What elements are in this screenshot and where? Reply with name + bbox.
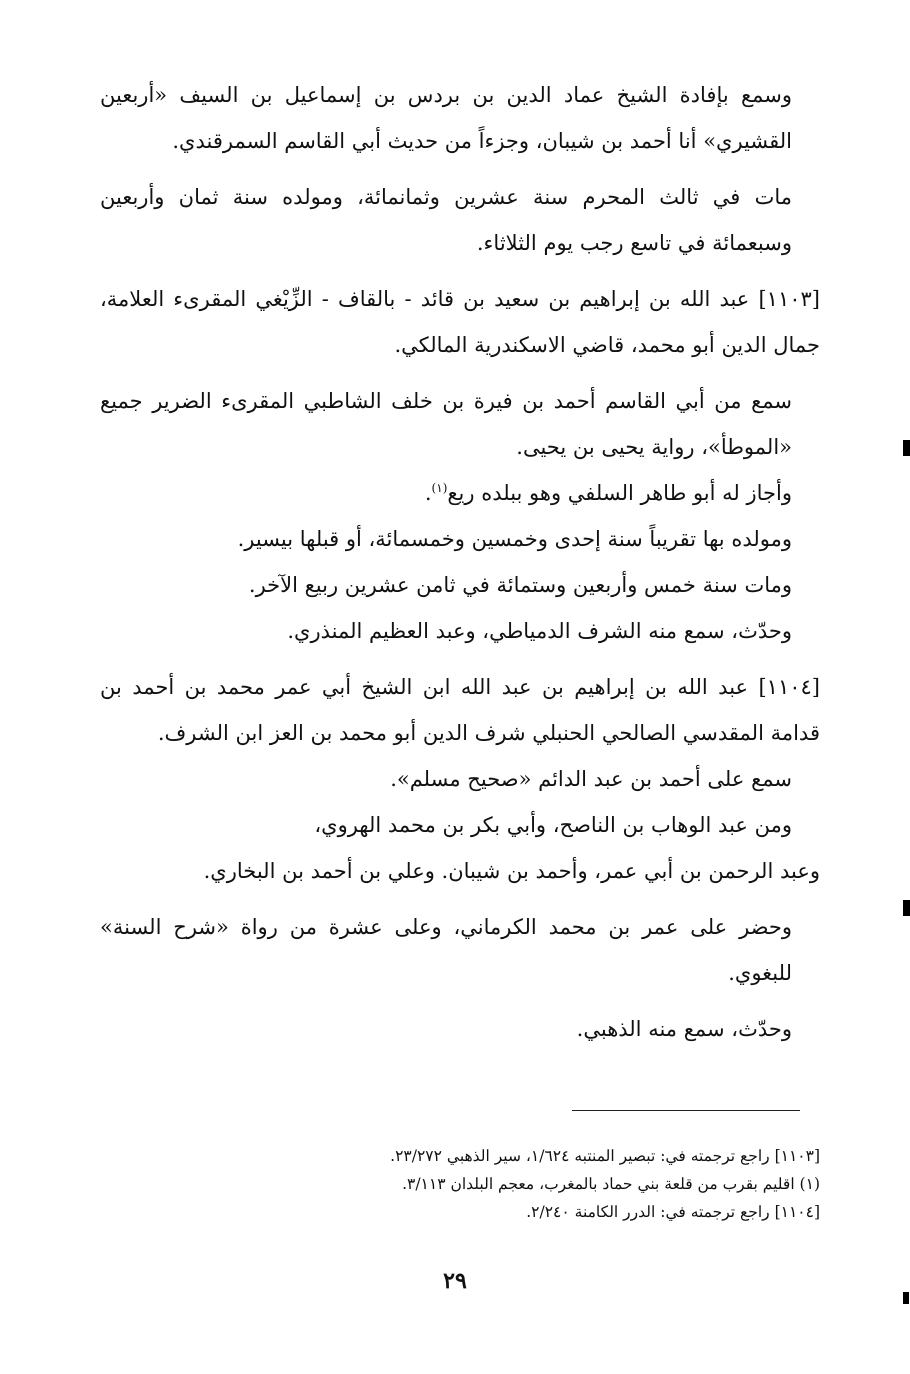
footnote: (١) اقليم بقرب من قلعة بني حماد بالمغرب، معجم البلدان ٣/١١٣. bbox=[402, 1175, 820, 1193]
edge-mark bbox=[903, 440, 910, 456]
main-text bbox=[100, 72, 820, 1052]
edge-mark bbox=[903, 900, 910, 916]
footnote-ref: (١) bbox=[431, 481, 448, 495]
entry-1104-heading: [١١٠٤] عبد الله بن إبراهيم بن عبد الله ابن الشيخ أبي عمر محمد بن أحمد بن قدامة المقدسي الصالحي الحنبلي شرف الدين أبو محمد بن العز ابن الشرف. bbox=[100, 675, 820, 745]
paragraph: سمع من أبي القاسم أحمد بن فيرة بن خلف الشاطبي المقرىء الضرير جميع «الموطأ»، رواية يحيى بن يحيى. bbox=[100, 389, 792, 459]
entry-1103-heading: [١١٠٣] عبد الله بن إبراهيم بن سعيد بن قائد - بالقاف - الزِّيْغي المقرىء العلامة، جمال الدين أبو محمد، قاضي الاسكندرية المالكي. bbox=[100, 287, 820, 357]
footnotes bbox=[180, 1142, 820, 1226]
paragraph: سمع على أحمد بن عبد الدائم «صحيح مسلم». bbox=[390, 767, 792, 791]
paragraph: ومولده بها تقريباً سنة إحدى وخمسين وخمسمائة، أو قبلها بيسير. bbox=[237, 527, 792, 551]
paragraph: مات في ثالث المحرم سنة عشرين وثمانمائة، ومولده سنة ثمان وأربعين وسبعمائة في تاسع رجب يوم الثلاثاء. bbox=[100, 185, 792, 255]
paragraph: وحضر على عمر بن محمد الكرماني، وعلى عشرة من رواة «شرح السنة» للبغوي. bbox=[100, 915, 792, 985]
paragraph: ومن عبد الوهاب بن الناصح، وأبي بكر بن محمد الهروي، bbox=[314, 813, 792, 837]
paragraph: وسمع بإفادة الشيخ عماد الدين بن بردس بن إسماعيل بن السيف «أربعين القشيري» أنا أحمد بن شيبان، وجزءاً من حديث أبي القاسم السمرقندي. bbox=[100, 83, 792, 153]
paragraph: وعبد الرحمن بن أبي عمر، وأحمد بن شيبان. وعلي بن أحمد بن البخاري. bbox=[203, 859, 820, 883]
footnote: [١١٠٣] راجع ترجمته في: تبصير المنتبه ١/٦٢٤، سير الذهبي ٢٣/٢٧٢. bbox=[390, 1147, 820, 1165]
footnote: [١١٠٤] راجع ترجمته في: الدرر الكامنة ٢/٢٤٠. bbox=[526, 1203, 820, 1221]
paragraph: ومات سنة خمس وأربعين وستمائة في ثامن عشرين ربيع الآخر. bbox=[248, 573, 792, 597]
edge-mark bbox=[903, 1292, 909, 1304]
paragraph-with-footnote: وأجاز له أبو طاهر السلفي وهو ببلده ريع$^{(١)}$. bbox=[424, 481, 792, 505]
page-number: ٢٩ bbox=[443, 1268, 467, 1294]
paragraph: وحدّث، سمع منه الذهبي. bbox=[576, 1017, 792, 1041]
paragraph: وحدّث، سمع منه الشرف الدمياطي، وعبد العظيم المنذري. bbox=[287, 619, 792, 643]
footnote-divider bbox=[572, 1110, 800, 1111]
